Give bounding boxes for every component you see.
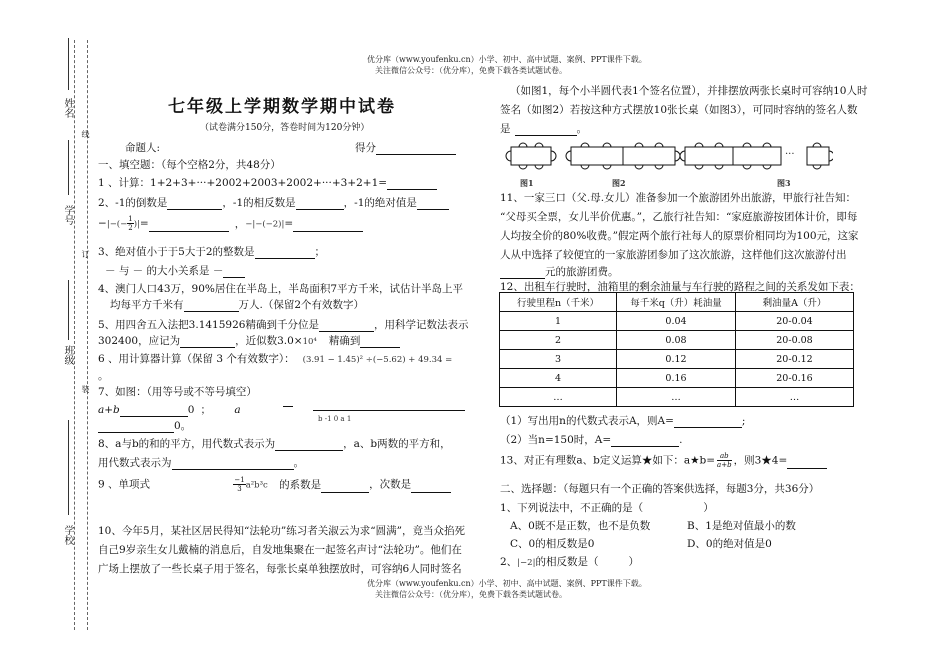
q3-row2: － 与 － 的大小关系是 －	[105, 263, 245, 278]
bind-char: 装	[81, 385, 90, 393]
q1-answer-blank[interactable]	[387, 178, 437, 190]
q9: 9 、单项式 $\frac{-1}{3}$ a²b³c 的系数是 ，次数是	[98, 476, 451, 493]
q5-row1: 5、用四舍五入法把3.1415926精确到千分位是 ，用科学记数法表示	[98, 319, 469, 331]
q1: 1 、计算：1+2+3+···+2002+2003+2002+···+3+2+1=	[98, 175, 437, 190]
q9-monomial: $\frac{-1}{3}$	[234, 476, 245, 493]
s2-q2: 2、|−2|的相反数是（ ）	[500, 556, 639, 568]
q5-blank-2[interactable]	[180, 336, 235, 348]
section1-heading: 一、填空题：（每个空格2分，共48分）	[98, 159, 281, 171]
q8-blank-2[interactable]	[172, 458, 294, 470]
q7-blank-2[interactable]	[98, 421, 174, 433]
footer-line-1: 优分库（www.youfenku.cn）小学、初中、高中试题、案例、PPT课件下载。	[367, 579, 647, 588]
footer-line-2: 关注微信公众号：（优分库），免费下载各类试题试卷。	[375, 590, 567, 599]
name-label: 姓名	[62, 98, 73, 118]
table-cell: 0.12	[617, 350, 736, 369]
binding-line-inner	[87, 40, 88, 630]
table-header-row	[500, 293, 854, 312]
q2-blank-4[interactable]	[149, 220, 229, 232]
q11-line3: 人均按全价的80%收费。”假定两个旅行社每人的原票价相同均为100元，这家	[500, 230, 859, 242]
q10-line1: 10、今年5月，某社区居民得知“法轮功”练习者关淑云为求“圆满”，竟当众掐死	[98, 525, 466, 537]
q10-line3: 广场上摆放了一些长桌子用于签名，每张长桌单独摆放时，可容纳6人同时签名	[98, 563, 462, 575]
q3-row1: 3、绝对值小于于5大于2的整数是 ；	[98, 246, 326, 258]
number-line-dash	[283, 406, 293, 407]
figure-2-two-tables	[566, 143, 680, 169]
number-line-labels: b -1 0 a 1	[318, 415, 352, 423]
figure-3-many-tables	[680, 143, 833, 169]
q4-row2: 均每平方千米有 万人.（保留2个有效数字）	[110, 299, 365, 311]
s2-q1-option-c[interactable]: C、0的相反数是0	[510, 538, 595, 550]
header-line-1: 优分库（www.youfenku.cn）小学、初中、高中试题、案例、PPT课件下载。	[367, 55, 647, 64]
table-cell: 0.16	[617, 369, 736, 388]
table-header: 行驶里程n（千米）	[500, 293, 617, 312]
q9-blank-2[interactable]	[411, 481, 451, 493]
q2-row1: 2、-1的倒数是 ，-1的相反数是 ，-1的绝对值是	[98, 195, 449, 210]
q11-line1: 11、一家三口（父.母.女儿）准备参加一个旅游团外出旅游，甲旅行社告知：	[500, 192, 857, 204]
school-label: 学校	[62, 525, 73, 545]
q11-line2: “父母买全票，女儿半价优惠。”，乙旅行社告知：“家庭旅游按团体计价，即每	[500, 211, 858, 223]
school-field-line	[68, 420, 69, 515]
q12-blank-2[interactable]	[611, 435, 679, 447]
q2-blank-1[interactable]	[167, 198, 222, 210]
author-label: 命题人:	[125, 142, 161, 154]
s2-q1-option-d[interactable]: D、0的绝对值是0	[687, 538, 772, 550]
header-line-2: 关注微信公众号：（优分库），免费下载各类试题试卷。	[375, 66, 567, 75]
q5-blank-3[interactable]	[360, 336, 400, 348]
figure-2-label: 图2	[612, 178, 626, 188]
q4-row1: 4、澳门人口43万，90%居住在半岛上，半岛面积7平方千米，试估计半岛上平	[98, 283, 464, 295]
student-number-label: 学号	[62, 205, 73, 225]
q5-blank-1[interactable]	[319, 320, 374, 332]
s2-q1: 1、下列说法中，不正确的是（ ）	[500, 502, 714, 514]
table-cell: 20-0.16	[736, 369, 854, 388]
figure-3-dots: ···	[785, 149, 795, 160]
q2-blank-2[interactable]	[296, 198, 344, 210]
q10-line4: （如图1，每个小半圆代表1个签名位置），并排摆放两张长桌时可容纳10人时	[510, 85, 868, 97]
q2-row2: −|−(− $\frac{1}{2}$ )|= ，−|−(−2)|=	[98, 215, 363, 232]
number-field-line	[68, 140, 69, 195]
section2-heading: 二、选择题：（每题只有一个正确的答案供选择，每题3分，共36分）	[500, 483, 820, 495]
number-line	[313, 410, 465, 411]
name-field-line	[68, 38, 69, 90]
q11-line5: 元的旅游团费。	[500, 264, 619, 279]
class-label: 班级	[62, 345, 73, 365]
q7-blank-1[interactable]	[120, 405, 188, 417]
q13-blank[interactable]	[787, 457, 827, 469]
exam-subtitle: （试卷满分150分，答卷时间为120分钟）	[200, 123, 370, 133]
q9-blank-1[interactable]	[321, 481, 369, 493]
q3-blank-2[interactable]	[223, 266, 245, 278]
table-cell: 0.08	[617, 331, 736, 350]
table-header: 每千米q（升）耗油量	[617, 293, 736, 312]
table-row	[500, 350, 854, 369]
q6-expression: (3.91 − 1.45)² ÷(−5.62) + 49.34 =	[302, 355, 453, 365]
q7-row1: a+b 0 ； a	[98, 404, 241, 416]
table-cell: 20-0.04	[736, 312, 854, 331]
q11-blank[interactable]	[500, 267, 545, 279]
q5-row2: 302400，应记为 ，近似数3.0×10⁴ 精确到	[98, 333, 400, 348]
figure-3-label: 图3	[777, 178, 791, 188]
table-cell: 20-0.12	[736, 350, 854, 369]
s2-q1-option-b[interactable]: B、1是绝对值最小的数	[687, 520, 796, 532]
figure-1-single-table	[506, 143, 556, 169]
q8-blank-1[interactable]	[275, 439, 343, 451]
seal-char: 订	[81, 250, 90, 258]
q10-line5: 签名（如图2）若按这种方式摆放10张长桌（如图3），可同时容纳的签名人数	[500, 104, 858, 116]
class-field-line	[68, 280, 69, 340]
fuel-table	[499, 292, 854, 407]
q7-row2: 0。	[98, 418, 191, 433]
q13: 13、对正有理数a、b定义运算★如下：a★b= $\frac{ab}{a+b}$ ，则3★4=	[500, 452, 827, 469]
q4-blank[interactable]	[184, 300, 239, 312]
table-header: 剩油量A（升）	[736, 293, 854, 312]
q3-blank-1[interactable]	[255, 247, 315, 259]
q11-line4: 人从中选择了较便宜的一家旅游团参加了这次旅游，这样他们这次旅游付出	[500, 249, 847, 261]
table-row	[500, 369, 854, 388]
table-row	[500, 331, 854, 350]
table-cell: 20-0.08	[736, 331, 854, 350]
q12-part1: （1）写出用n的代数式表示A，则A= ;	[500, 415, 746, 427]
q12-prompt: 12、出租车行驶时，油箱里的剩余油量与车行驶的路程之间的关系发如下表：	[500, 281, 860, 293]
table-cell: …	[736, 388, 854, 407]
s2-q1-option-a[interactable]: A、0既不是正数，也不是负数	[510, 520, 651, 532]
q13-fraction: $\frac{ab}{a+b}$	[717, 452, 732, 469]
table-cell: 4	[500, 369, 617, 388]
score-label: 得分	[355, 140, 456, 155]
q2-blank-3[interactable]	[417, 198, 449, 210]
q8-row1: 8、a与b的和的平方，用代数式表示为 ，a、b两数的平方和，	[98, 438, 451, 450]
q10-line2: 自己9岁亲生女儿戴楠的消息后，自发地集聚在一起签名声讨“法轮功”。他们在	[98, 544, 462, 556]
q8-row2: 用代数式表示为 。	[98, 457, 304, 469]
q12-part2: （2）当n=150时，A= .	[500, 434, 683, 446]
table-cell: 3	[500, 350, 617, 369]
q6-answer: 。	[98, 370, 109, 382]
table-row	[500, 312, 854, 331]
table-cell: …	[500, 388, 617, 407]
table-row	[500, 388, 854, 407]
exam-title: 七年级上学期数学期中试卷	[168, 97, 396, 117]
table-cell: …	[617, 388, 736, 407]
q2-blank-5[interactable]	[293, 220, 363, 232]
table-cell: 0.04	[617, 312, 736, 331]
table-cell: 1	[500, 312, 617, 331]
line-char: 线	[81, 130, 90, 138]
table-cell: 2	[500, 331, 617, 350]
q12-blank-1[interactable]	[674, 416, 742, 428]
q7-title: 7、如图：（用等号或不等号填空）	[98, 386, 257, 398]
q6: 6 、用计算器计算（保留 3 个有效数字）： (3.91 − 1.45)² ÷(−5.62) + 49.34 =	[98, 353, 453, 365]
q10-line6: 是 。	[500, 123, 587, 135]
figure-1-label: 图1	[520, 178, 534, 188]
